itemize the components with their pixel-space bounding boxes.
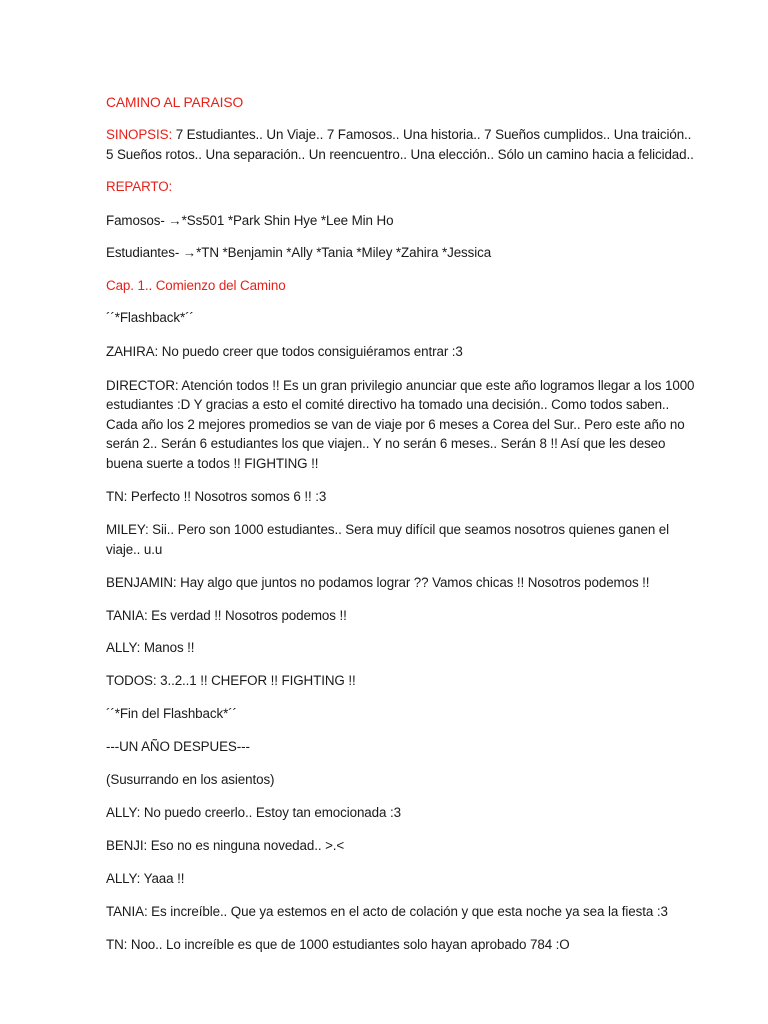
dialogue-line: Cada año los 2 mejores promedios se van de viaje por 6 meses a Corea del Sur.. Pero este año no <box>106 417 685 432</box>
cast-students: Estudiantes- →*TN *Benjamin *Ally *Tania *Miley *Zahira *Jessica <box>106 245 492 260</box>
dialogue-line: viaje.. u.u <box>106 542 163 557</box>
dialogue-line: estudiantes :D Y gracias a esto el comité directivo ha tomado una decisión.. Como todos saben.. <box>106 397 670 412</box>
cast-heading: REPARTO: <box>106 179 173 194</box>
stage-direction: (Susurrando en los asientos) <box>106 772 275 787</box>
synopsis-label: SINOPSIS: <box>106 127 173 142</box>
scene-break: ---UN AÑO DESPUES--- <box>106 739 250 754</box>
dialogue-line: ALLY: Yaaa !! <box>106 871 185 886</box>
dialogue-line: BENJAMIN: Hay algo que juntos no podamos lograr ?? Vamos chicas !! Nosotros podemos !! <box>106 575 650 590</box>
dialogue-line: TODOS: 3..2..1 !! CHEFOR !! FIGHTING !! <box>106 673 356 688</box>
dialogue-line: serán 2.. Serán 6 estudiantes los que viajen.. Y no serán 6 meses.. Serán 8 !! Así que les deseo <box>106 436 666 451</box>
synopsis-text-1: 7 Estudiantes.. Un Viaje.. 7 Famosos.. Una historia.. 7 Sueños cumplidos.. Una traición.. <box>172 127 692 142</box>
dialogue-line: TN: Noo.. Lo increíble es que de 1000 estudiantes solo hayan aprobado 784 :O <box>106 937 570 952</box>
dialogue-line: buena suerte a todos !! FIGHTING !! <box>106 456 319 471</box>
dialogue-line: ALLY: Manos !! <box>106 640 195 655</box>
dialogue-line: TN: Perfecto !! Nosotros somos 6 !! :3 <box>106 489 327 504</box>
dialogue-line: BENJI: Eso no es ninguna novedad.. >.< <box>106 838 345 853</box>
dialogue-line: TANIA: Es verdad !! Nosotros podemos !! <box>106 608 347 623</box>
document-title: CAMINO AL PARAISO <box>106 95 244 110</box>
flashback-start: ´´*Flashback*´´ <box>106 310 194 325</box>
synopsis-line-1 <box>106 125 706 145</box>
chapter-heading: Cap. 1.. Comienzo del Camino <box>106 278 286 293</box>
flashback-end: ´´*Fin del Flashback*´´ <box>106 706 237 721</box>
cast-famous: Famosos- →*Ss501 *Park Shin Hye *Lee Min Ho <box>106 213 394 228</box>
dialogue-line: ALLY: No puedo creerlo.. Estoy tan emocionada :3 <box>106 805 401 820</box>
dialogue-line: ZAHIRA: No puedo creer que todos consiguiéramos entrar :3 <box>106 344 463 359</box>
dialogue-line: TANIA: Es increíble.. Que ya estemos en el acto de colación y que esta noche ya sea la fiesta :3 <box>106 904 668 919</box>
dialogue-line: DIRECTOR: Atención todos !! Es un gran privilegio anunciar que este año logramos llegar a los 1000 <box>106 378 695 393</box>
synopsis-line-2: 5 Sueños rotos.. Una separación.. Un reencuentro.. Una elección.. Sólo un camino hacia a felicidad.. <box>106 147 694 162</box>
dialogue-line: MILEY: Sii.. Pero son 1000 estudiantes.. Sera muy difícil que seamos nosotros quienes ganen el <box>106 522 670 537</box>
